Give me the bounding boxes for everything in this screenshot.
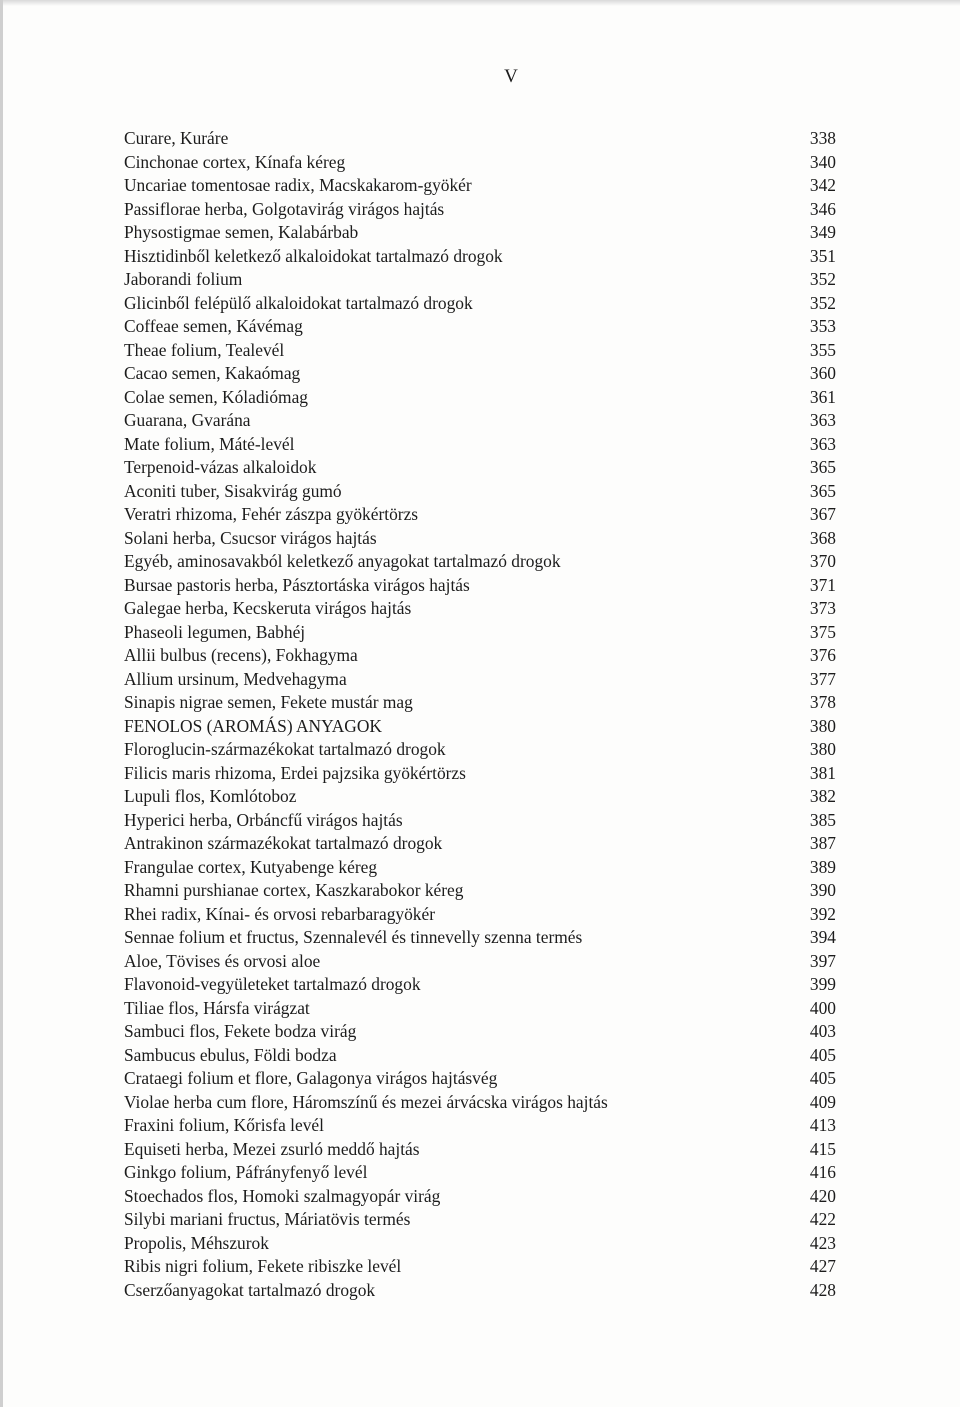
toc-entry <box>124 268 836 292</box>
toc-entry <box>124 503 836 527</box>
toc-entry <box>124 668 836 692</box>
toc-entry-page-number: 373 <box>809 598 836 618</box>
toc-entry-page-number: 400 <box>809 997 836 1018</box>
toc-entry-page-number: 397 <box>809 950 836 971</box>
toc-entry-page-number: 422 <box>809 1209 836 1229</box>
toc-entry <box>124 1232 836 1256</box>
toc-entry-page-number: 413 <box>809 1115 836 1135</box>
toc-entry <box>124 1091 836 1115</box>
toc-entry <box>124 174 836 198</box>
toc-entry <box>124 738 836 762</box>
toc-entry-title: Egyéb, aminosavakból keletkező anyagokat tartalmazó drogok <box>124 551 561 571</box>
toc-entry-page-number: 387 <box>809 833 836 853</box>
toc-entry-page-number: 381 <box>809 762 836 783</box>
toc-entry-title: Silybi mariani fructus, Máriatövis termés <box>124 1209 411 1229</box>
toc-entry <box>124 1138 836 1162</box>
toc-entry-title: Coffeae semen, Kávémag <box>124 316 303 336</box>
toc-entry-title: FENOLOS (AROMÁS) ANYAGOK <box>124 715 382 736</box>
toc-entry-page-number: 427 <box>809 1256 836 1276</box>
toc-entry <box>124 1185 836 1209</box>
toc-entry-title: Theae folium, Tealevél <box>124 339 285 360</box>
toc-entry-page-number: 355 <box>809 339 836 360</box>
toc-entry <box>124 762 836 786</box>
toc-entry-page-number: 376 <box>809 645 836 665</box>
toc-entry-page-number: 405 <box>809 1068 836 1088</box>
toc-entry-title: Flavonoid-vegyületeket tartalmazó drogok <box>124 974 421 994</box>
toc-entry-page-number: 390 <box>809 880 836 900</box>
toc-entry <box>124 245 836 269</box>
toc-entry-title: Cacao semen, Kakaómag <box>124 363 301 383</box>
scan-edge-top <box>0 0 960 6</box>
toc-entry-page-number: 346 <box>809 198 836 219</box>
toc-entry-title: Antrakinon származékokat tartalmazó drogok <box>124 833 443 853</box>
toc-entry-title: Propolis, Méhszurok <box>124 1232 269 1253</box>
toc-entry-title: Filicis maris rhizoma, Erdei pajzsika gyökértörzs <box>124 762 466 783</box>
toc-entry-title: Terpenoid-vázas alkaloidok <box>124 457 317 477</box>
toc-entry-title: Sinapis nigrae semen, Fekete mustár mag <box>124 692 413 712</box>
toc-entry-title: Veratri rhizoma, Fehér zászpa gyökértörzs <box>124 504 419 524</box>
toc-entry-title: Stoechados flos, Homoki szalmagyopár virág <box>124 1185 441 1206</box>
toc-entry-page-number: 342 <box>809 175 836 195</box>
toc-entry-title: Uncariae tomentosae radix, Macskakarom-gyökér <box>124 175 472 195</box>
toc-entry-page-number: 389 <box>809 856 836 877</box>
toc-entry-page-number: 399 <box>809 974 836 994</box>
toc-entry <box>124 903 836 927</box>
toc-entry <box>124 950 836 974</box>
toc-entry <box>124 480 836 504</box>
toc-entry <box>124 997 836 1021</box>
toc-entry-page-number: 415 <box>809 1138 836 1159</box>
toc-entry-title: Lupuli flos, Komlótoboz <box>124 786 297 806</box>
toc-entry-page-number: 405 <box>809 1044 836 1065</box>
toc-entry <box>124 292 836 316</box>
toc-entry <box>124 879 836 903</box>
toc-entry-title: Galegae herba, Kecskeruta virágos hajtás <box>124 598 412 618</box>
toc-entry-page-number: 428 <box>809 1279 836 1300</box>
toc-entry <box>124 221 836 245</box>
toc-entry-title: Floroglucin-származékokat tartalmazó drogok <box>124 739 446 759</box>
toc-entry-title: Crataegi folium et flore, Galagonya virágos hajtásvég <box>124 1068 498 1088</box>
toc-entry-title: Equiseti herba, Mezei zsurló meddő hajtás <box>124 1138 420 1159</box>
toc-entry <box>124 574 836 598</box>
toc-entry-page-number: 338 <box>809 128 836 148</box>
toc-entry-title: Glicinből felépülő alkaloidokat tartalmazó drogok <box>124 292 473 313</box>
toc-entry-page-number: 375 <box>809 621 836 642</box>
toc-entry-title: Guarana, Gvarána <box>124 410 251 430</box>
toc-entry <box>124 1044 836 1068</box>
page-number: V <box>504 66 518 87</box>
toc-entry <box>124 1114 836 1138</box>
toc-entry-page-number: 378 <box>809 692 836 712</box>
toc-entry-page-number: 360 <box>809 363 836 383</box>
toc-entry <box>124 127 836 151</box>
toc-entry-page-number: 409 <box>809 1091 836 1112</box>
toc-entry-page-number: 353 <box>809 316 836 336</box>
toc-entry-page-number: 352 <box>809 269 836 289</box>
toc-entry-page-number: 377 <box>809 668 836 689</box>
toc-entry-title: Passiflorae herba, Golgotavirág virágos hajtás <box>124 198 445 219</box>
toc-entry-title: Rhamni purshianae cortex, Kaszkarabokor kéreg <box>124 880 464 900</box>
toc-entry <box>124 151 836 175</box>
toc-entry-title: Jaborandi folium <box>124 269 243 289</box>
toc-entry-page-number: 385 <box>809 809 836 830</box>
toc-entry-title: Sambucus ebulus, Földi bodza <box>124 1044 337 1065</box>
toc-entry <box>124 409 836 433</box>
toc-entry-page-number: 361 <box>809 386 836 407</box>
toc-entry <box>124 832 836 856</box>
toc-entry <box>124 785 836 809</box>
toc-entry <box>124 644 836 668</box>
toc-entry <box>124 973 836 997</box>
toc-entry-title: Mate folium, Máté-levél <box>124 433 295 454</box>
toc-entry-title: Frangulae cortex, Kutyabenge kéreg <box>124 856 378 877</box>
toc-entry-title: Allium ursinum, Medvehagyma <box>124 668 347 689</box>
toc-entry-page-number: 351 <box>809 245 836 266</box>
toc-entry <box>124 856 836 880</box>
toc-entry <box>124 1279 836 1303</box>
toc-entry-page-number: 371 <box>809 574 836 595</box>
toc-entry-title: Physostigmae semen, Kalabárbab <box>124 222 359 242</box>
toc-entry-title: Bursae pastoris herba, Pásztortáska virágos hajtás <box>124 574 470 595</box>
toc-entry <box>124 433 836 457</box>
toc-entry-title: Solani herba, Csucsor virágos hajtás <box>124 527 377 548</box>
toc-entry-page-number: 423 <box>809 1232 836 1253</box>
toc-entry-title: Phaseoli legumen, Babhéj <box>124 621 306 642</box>
toc-entry-title: Colae semen, Kóladiómag <box>124 386 309 407</box>
toc-entry <box>124 809 836 833</box>
toc-entry <box>124 456 836 480</box>
scan-edge-left <box>0 0 3 1407</box>
toc-entry <box>124 621 836 645</box>
toc-entry <box>124 715 836 739</box>
toc-entry-title: Sambuci flos, Fekete bodza virág <box>124 1021 357 1041</box>
toc-entry-page-number: 368 <box>809 527 836 548</box>
table-of-contents <box>124 127 836 1302</box>
toc-entry-page-number: 365 <box>809 457 836 477</box>
toc-entry-page-number: 416 <box>809 1162 836 1182</box>
toc-entry-page-number: 403 <box>809 1021 836 1041</box>
toc-entry <box>124 597 836 621</box>
toc-entry-page-number: 365 <box>809 480 836 501</box>
toc-entry <box>124 926 836 950</box>
toc-entry <box>124 1020 836 1044</box>
toc-entry-title: Hisztidinből keletkező alkaloidokat tartalmazó drogok <box>124 245 503 266</box>
toc-entry-page-number: 367 <box>809 504 836 524</box>
toc-entry-title: Fraxini folium, Kőrisfa levél <box>124 1115 324 1135</box>
toc-entry-title: Cserzőanyagokat tartalmazó drogok <box>124 1279 376 1300</box>
toc-entry-title: Rhei radix, Kínai- és orvosi rebarbaragyökér <box>124 903 435 924</box>
toc-entry-page-number: 363 <box>809 410 836 430</box>
toc-entry <box>124 339 836 363</box>
toc-entry-page-number: 363 <box>809 433 836 454</box>
toc-entry-title: Hyperici herba, Orbáncfű virágos hajtás <box>124 809 403 830</box>
toc-entry-title: Aconiti tuber, Sisakvirág gumó <box>124 480 342 501</box>
toc-entry-page-number: 394 <box>809 927 836 947</box>
toc-entry-page-number: 382 <box>809 786 836 806</box>
toc-entry-title: Violae herba cum flore, Háromszínű és mezei árvácska virágos hajtás <box>124 1091 608 1112</box>
toc-entry <box>124 550 836 574</box>
toc-entry-page-number: 380 <box>809 739 836 759</box>
toc-entry-page-number: 392 <box>809 903 836 924</box>
toc-entry <box>124 1208 836 1232</box>
toc-entry <box>124 198 836 222</box>
toc-entry-title: Curare, Kuráre <box>124 128 229 148</box>
toc-entry-title: Ginkgo folium, Páfrányfenyő levél <box>124 1162 368 1182</box>
toc-entry-title: Cinchonae cortex, Kínafa kéreg <box>124 151 346 172</box>
toc-entry-page-number: 370 <box>809 551 836 571</box>
toc-entry-title: Ribis nigri folium, Fekete ribiszke levél <box>124 1256 402 1276</box>
toc-entry-page-number: 340 <box>809 151 836 172</box>
toc-entry <box>124 691 836 715</box>
toc-entry <box>124 1161 836 1185</box>
toc-entry-title: Tiliae flos, Hársfa virágzat <box>124 997 310 1018</box>
toc-entry-title: Allii bulbus (recens), Fokhagyma <box>124 645 358 665</box>
toc-entry-title: Aloe, Tövises és orvosi aloe <box>124 950 321 971</box>
toc-entry-page-number: 349 <box>809 222 836 242</box>
toc-entry-page-number: 420 <box>809 1185 836 1206</box>
toc-entry-page-number: 352 <box>809 292 836 313</box>
toc-entry <box>124 1255 836 1279</box>
toc-entry <box>124 362 836 386</box>
toc-entry <box>124 1067 836 1091</box>
toc-entry <box>124 315 836 339</box>
toc-entry <box>124 527 836 551</box>
toc-entry <box>124 386 836 410</box>
toc-entry-title: Sennae folium et fructus, Szennalevél és tinnevelly szenna termés <box>124 927 583 947</box>
toc-entry-page-number: 380 <box>809 715 836 736</box>
